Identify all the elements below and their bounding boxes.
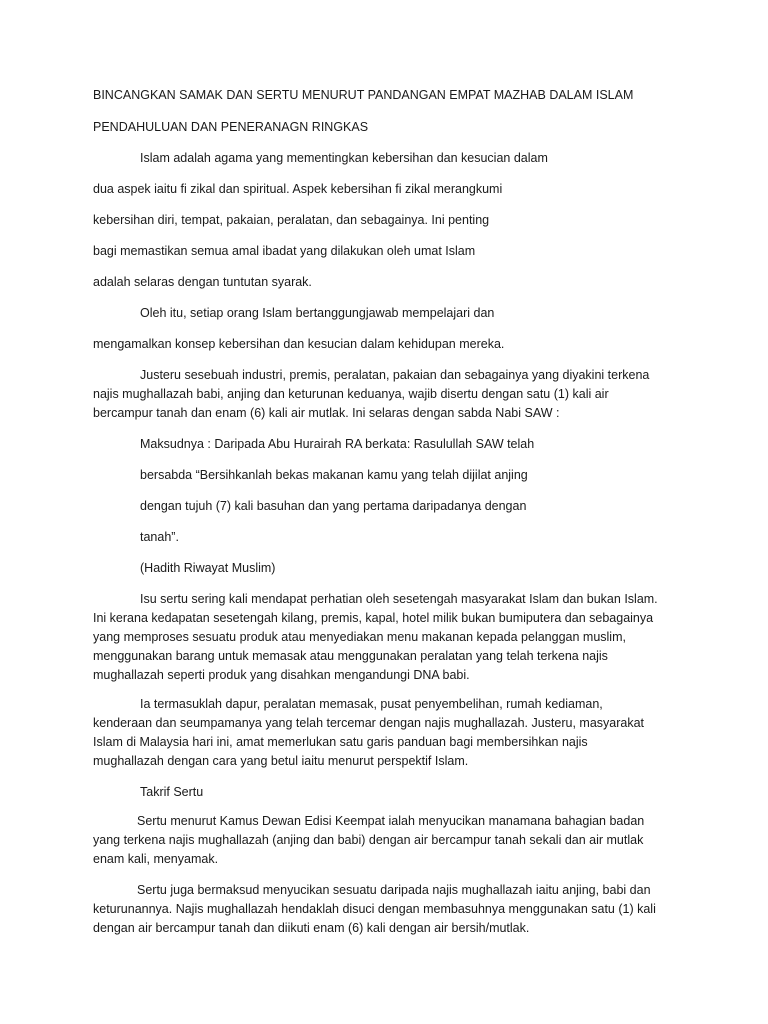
text-line: Islam di Malaysia hari ini, amat memerlukan satu garis panduan bagi membersihkan najis [93,735,588,749]
text-line: najis mughallazah babi, anjing dan keturunan keduanya, wajib disertu dengan satu (1) kali air [93,387,609,401]
text-line: keturunannya. Najis mughallazah hendaklah disuci dengan membasuhnya menggunakan satu (1) kali [93,902,656,916]
section-heading: PENDAHULUAN DAN PENERANAGN RINGKAS [93,120,369,134]
hadith-line: Maksudnya : Daripada Abu Hurairah RA berkata: Rasulullah SAW telah [140,437,535,451]
text-line: kenderaan dan seumpamanya yang telah tercemar dengan najis mughallazah. Justeru, masyarakat [93,716,645,730]
text-line: Sertu juga bermaksud menyucikan sesuatu daripada najis mughallazah iaitu anjing, babi dan [137,883,651,897]
text-line: dua aspek iaitu fi zikal dan spiritual. Aspek kebersihan fi zikal merangkumi [93,182,503,196]
section-title: Takrif Sertu [140,785,204,799]
text-line: bercampur tanah dan enam (6) kali air mutlak. Ini selaras dengan sabda Nabi SAW : [93,406,560,420]
text-line: Justeru sesebuah industri, premis, peralatan, pakaian dan sebagainya yang diyakini terkena [140,368,650,382]
text-line: Ini kerana kedapatan sesetengah kilang, premis, kapal, hotel milik bukan bumiputera dan sebagainya [93,611,654,625]
text-line: bagi memastikan semua amal ibadat yang dilakukan oleh umat Islam [93,244,476,258]
text-line: Islam adalah agama yang mementingkan kebersihan dan kesucian dalam [140,151,548,165]
hadith-line: bersabda “Bersihkanlah bekas makanan kamu yang telah dijilat anjing [140,468,528,482]
text-line: menggunakan barang untuk memasak atau menggunakan peralatan yang telah terkena najis [93,649,608,663]
text-line: mughallazah seperti produk yang disahkan mengandungi DNA babi. [93,668,470,682]
text-line: yang memproses sesuatu produk atau menyediakan menu makanan kepada pelanggan muslim, [93,630,626,644]
text-line: dengan air bercampur tanah dan diikuti enam (6) kali dengan air bersih/mutlak. [93,921,530,935]
text-line: Sertu menurut Kamus Dewan Edisi Keempat ialah menyucikan manamana bahagian badan [137,814,645,828]
hadith-line: dengan tujuh (7) kali basuhan dan yang pertama daripadanya dengan [140,499,527,513]
hadith-line: tanah”. [140,530,179,544]
text-line: Oleh itu, setiap orang Islam bertanggungjawab mempelajari dan [140,306,495,320]
text-line: Isu sertu sering kali mendapat perhatian oleh sesetengah masyarakat Islam dan bukan Islam. [140,592,658,606]
text-line: yang terkena najis mughallazah (anjing dan babi) dengan air bercampur tanah sekali dan air mutlak [93,833,644,847]
text-line: mughallazah dengan cara yang betul iaitu menurut perspektif Islam. [93,754,469,768]
text-line: Ia termasuklah dapur, peralatan memasak, pusat penyembelihan, rumah kediaman, [140,697,603,711]
text-line: kebersihan diri, tempat, pakaian, peralatan, dan sebagainya. Ini penting [93,213,490,227]
text-line: mengamalkan konsep kebersihan dan kesucian dalam kehidupan mereka. [93,337,505,351]
hadith-source: (Hadith Riwayat Muslim) [140,561,276,575]
text-line: adalah selaras dengan tuntutan syarak. [93,275,312,289]
text-line: enam kali, menyamak. [93,852,219,866]
document-heading: BINCANGKAN SAMAK DAN SERTU MENURUT PANDANGAN EMPAT MAZHAB DALAM ISLAM [93,88,634,102]
